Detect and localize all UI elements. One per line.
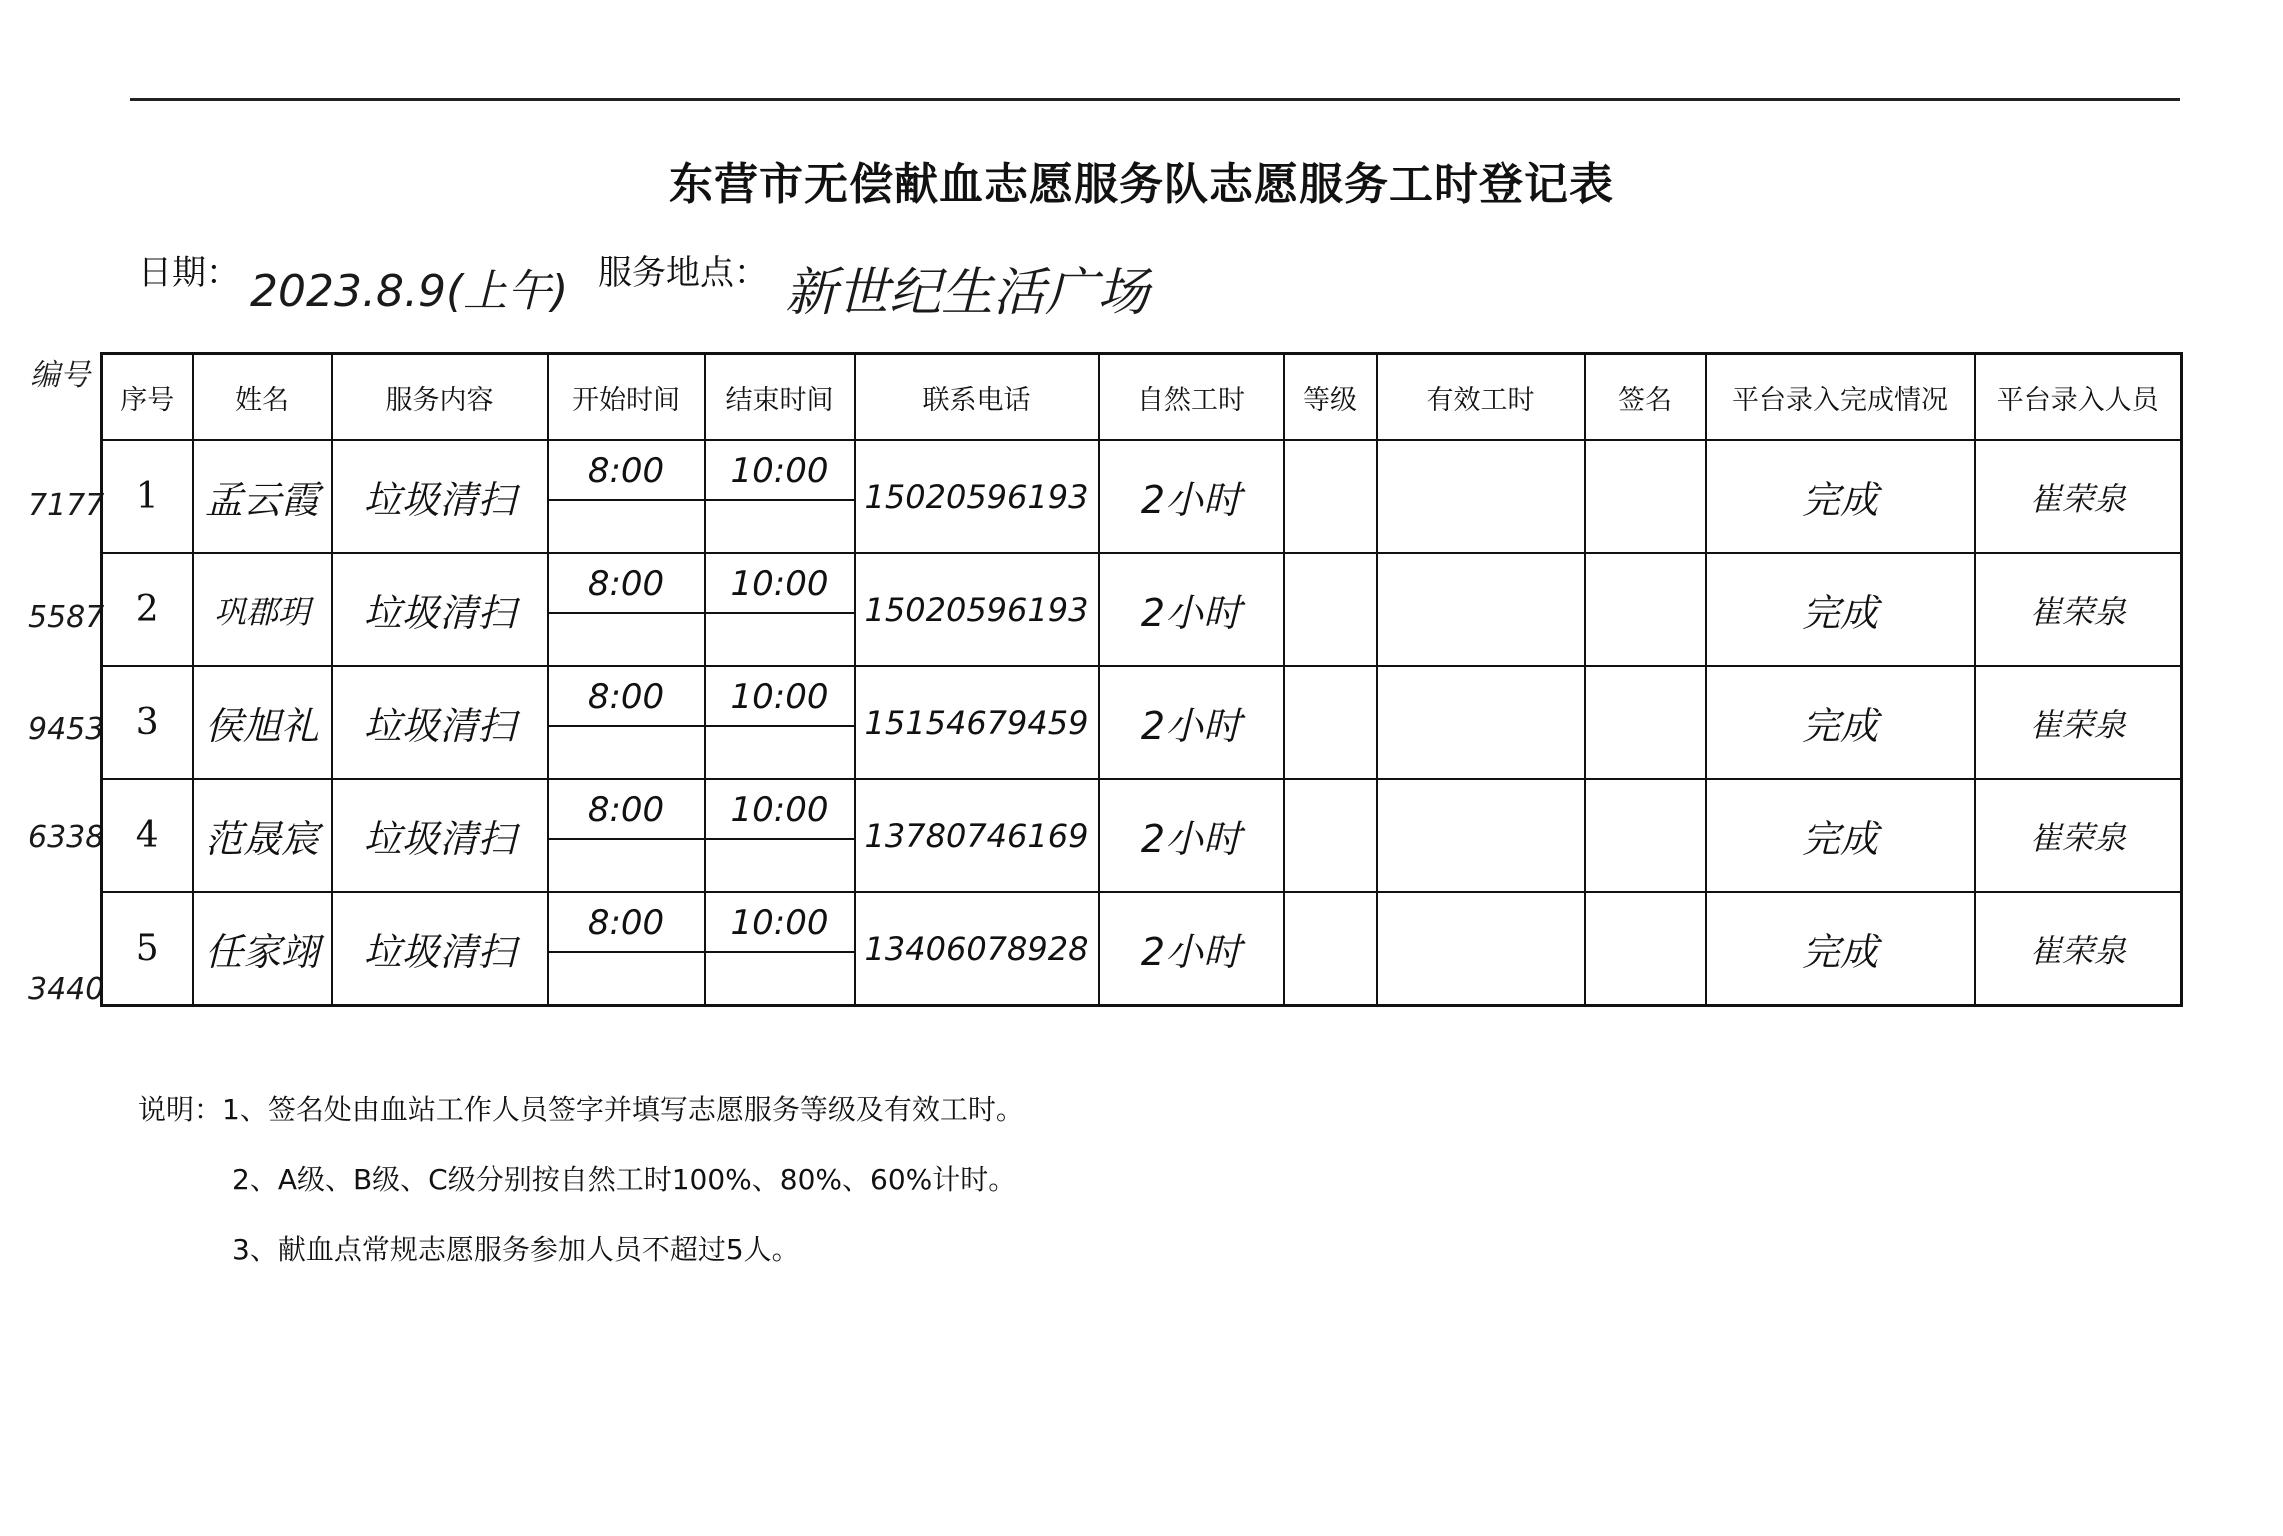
header-cell: 有效工时	[1377, 354, 1585, 441]
cell-divider	[549, 838, 704, 840]
end-time-cell	[705, 440, 855, 553]
cell-divider	[706, 499, 854, 501]
natural-hours: 2小时	[1099, 666, 1284, 779]
header-cell: 开始时间	[548, 354, 705, 441]
start-time-cell	[548, 440, 705, 553]
header-cell: 姓名	[193, 354, 332, 441]
entry-operator: 崔荣泉	[1975, 779, 2182, 892]
volunteer-name: 侯旭礼	[193, 666, 332, 779]
table-row	[102, 666, 2182, 779]
cell-divider	[706, 838, 854, 840]
side-code: 6338	[28, 820, 105, 855]
phone-number: 13406078928	[855, 892, 1099, 1006]
row-number: 5	[102, 892, 193, 1006]
natural-hours: 2小时	[1099, 892, 1284, 1006]
entry-operator: 崔荣泉	[1975, 666, 2182, 779]
level-cell	[1284, 892, 1377, 1006]
start-time-cell	[548, 892, 705, 1006]
side-code: 3440	[28, 972, 105, 1007]
service-content: 垃圾清扫	[332, 779, 548, 892]
entry-operator: 崔荣泉	[1975, 553, 2182, 666]
level-cell	[1284, 779, 1377, 892]
signature-cell	[1585, 440, 1706, 553]
start-time: 8:00	[587, 564, 665, 604]
service-content: 垃圾清扫	[332, 892, 548, 1006]
end-time: 10:00	[730, 451, 829, 491]
row-number: 3	[102, 666, 193, 779]
side-code: 9453	[28, 712, 105, 747]
header-cell: 签名	[1585, 354, 1706, 441]
end-time: 10:00	[730, 564, 829, 604]
end-time-cell	[705, 779, 855, 892]
signature-cell	[1585, 779, 1706, 892]
form-title: 东营市无偿献血志愿服务队志愿服务工时登记表	[669, 159, 1614, 210]
side-code: 5587	[28, 600, 105, 635]
entry-status: 完成	[1706, 666, 1975, 779]
note-2: 2、A级、B级、C级分别按自然工时100%、80%、60%计时。	[232, 1163, 1017, 1196]
start-time: 8:00	[587, 903, 665, 943]
table-row	[102, 892, 2182, 1006]
entry-status: 完成	[1706, 553, 1975, 666]
start-time-cell	[548, 779, 705, 892]
header-cell: 结束时间	[705, 354, 855, 441]
phone-number: 15154679459	[855, 666, 1099, 779]
note-1: 说明：1、签名处由血站工作人员签字并填写志愿服务等级及有效工时。	[138, 1093, 1024, 1126]
start-time: 8:00	[587, 451, 665, 491]
end-time: 10:00	[730, 903, 829, 943]
entry-operator: 崔荣泉	[1975, 892, 2182, 1006]
natural-hours: 2小时	[1099, 779, 1284, 892]
level-cell	[1284, 553, 1377, 666]
effective-hours-cell	[1377, 553, 1585, 666]
cell-divider	[549, 612, 704, 614]
cell-divider	[549, 725, 704, 727]
date-label: 日期：	[138, 253, 240, 293]
volunteer-name: 范晟宸	[193, 779, 332, 892]
effective-hours-cell	[1377, 666, 1585, 779]
service-content: 垃圾清扫	[332, 553, 548, 666]
cell-divider	[706, 725, 854, 727]
header-cell: 平台录入人员	[1975, 354, 2182, 441]
side-code-header: 编号	[30, 358, 90, 393]
cell-divider	[706, 612, 854, 614]
header-cell: 序号	[102, 354, 193, 441]
signature-cell	[1585, 666, 1706, 779]
header-cell: 联系电话	[855, 354, 1099, 441]
row-number: 2	[102, 553, 193, 666]
entry-status: 完成	[1706, 440, 1975, 553]
end-time-cell	[705, 892, 855, 1006]
start-time: 8:00	[587, 790, 665, 830]
note-3: 3、献血点常规志愿服务参加人员不超过5人。	[232, 1233, 800, 1266]
cell-divider	[706, 951, 854, 953]
entry-operator: 崔荣泉	[1975, 440, 2182, 553]
table-row	[102, 553, 2182, 666]
cell-divider	[549, 951, 704, 953]
signature-cell	[1585, 553, 1706, 666]
natural-hours: 2小时	[1099, 553, 1284, 666]
service-content: 垃圾清扫	[332, 440, 548, 553]
start-time-cell	[548, 666, 705, 779]
volunteer-name: 巩郡玥	[193, 553, 332, 666]
volunteer-name: 任家翊	[193, 892, 332, 1006]
end-time: 10:00	[730, 677, 829, 717]
entry-status: 完成	[1706, 779, 1975, 892]
start-time-cell	[548, 553, 705, 666]
place-value: 新世纪生活广场	[785, 263, 1150, 323]
header-cell: 服务内容	[332, 354, 548, 441]
row-number: 1	[102, 440, 193, 553]
service-content: 垃圾清扫	[332, 666, 548, 779]
registration-table	[100, 352, 2183, 1007]
effective-hours-cell	[1377, 779, 1585, 892]
signature-cell	[1585, 892, 1706, 1006]
row-number: 4	[102, 779, 193, 892]
phone-number: 15020596193	[855, 440, 1099, 553]
end-time: 10:00	[730, 790, 829, 830]
effective-hours-cell	[1377, 440, 1585, 553]
start-time: 8:00	[587, 677, 665, 717]
volunteer-name: 孟云霞	[193, 440, 332, 553]
level-cell	[1284, 440, 1377, 553]
effective-hours-cell	[1377, 892, 1585, 1006]
header-cell: 自然工时	[1099, 354, 1284, 441]
header-cell: 等级	[1284, 354, 1377, 441]
table-row	[102, 779, 2182, 892]
natural-hours: 2小时	[1099, 440, 1284, 553]
end-time-cell	[705, 553, 855, 666]
level-cell	[1284, 666, 1377, 779]
entry-status: 完成	[1706, 892, 1975, 1006]
place-label: 服务地点：	[598, 253, 768, 293]
date-value: 2023.8.9(上午)	[250, 266, 569, 317]
phone-number: 15020596193	[855, 553, 1099, 666]
side-code: 7177	[28, 488, 105, 523]
end-time-cell	[705, 666, 855, 779]
table-row	[102, 440, 2182, 553]
top-rule	[130, 98, 2180, 101]
header-cell: 平台录入完成情况	[1706, 354, 1975, 441]
phone-number: 13780746169	[855, 779, 1099, 892]
table-header-row	[102, 354, 2182, 441]
cell-divider	[549, 499, 704, 501]
